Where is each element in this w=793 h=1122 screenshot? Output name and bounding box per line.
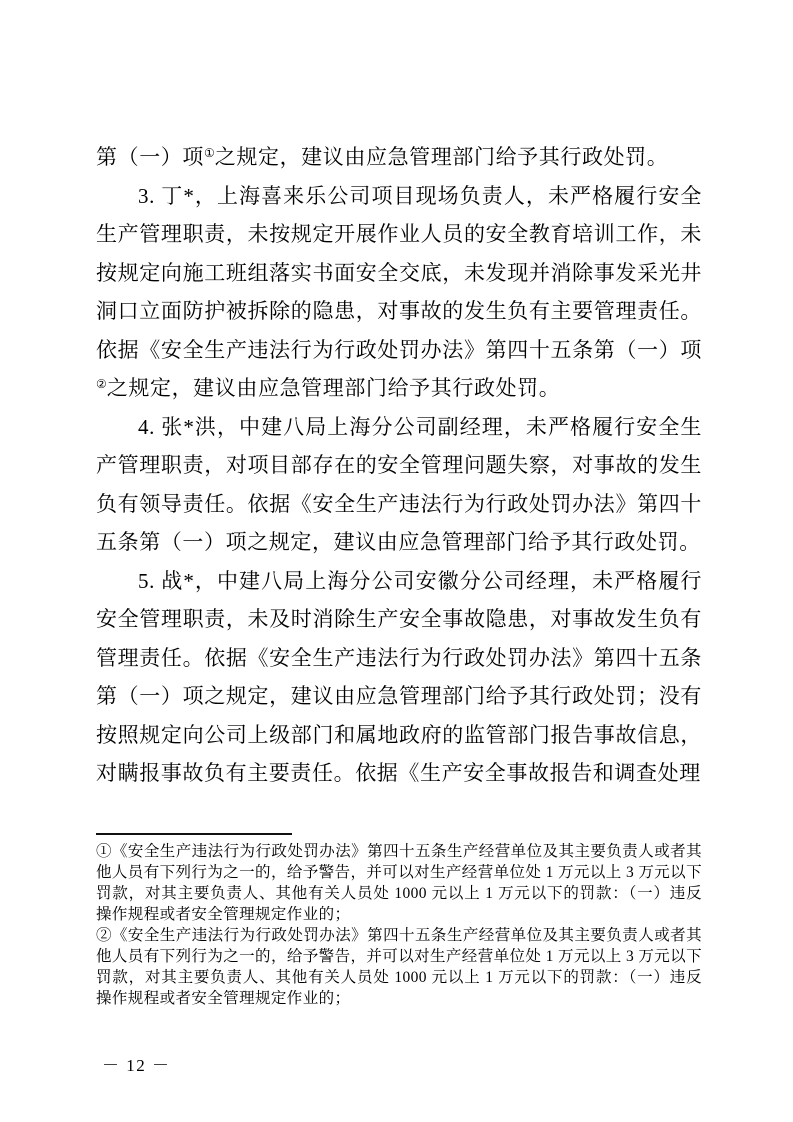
footnote-separator-line xyxy=(96,833,292,835)
paragraph-text: 之规定，建议由应急管理部门给予其行政处罚。 xyxy=(214,145,669,169)
footnote-marker: ② xyxy=(96,927,112,944)
document-body xyxy=(96,138,702,793)
footnotes-section xyxy=(96,833,702,1009)
footnote-marker: ① xyxy=(96,843,112,860)
footnote-2 xyxy=(96,925,702,1009)
paragraph-text: 4. 张*洪，中建八局上海分公司副经理，未严格履行安全生产管理职责，对项目部存在的安全管理问题失察，对事故的发生负有领导责任。依据《安全生产违法行为行政处罚办法》第四十五条第（一）项之规定，建议由应急管理部门给予其行政处罚。 xyxy=(96,414,702,554)
footnote-1 xyxy=(96,841,702,925)
paragraph-text: 第（一）项 xyxy=(96,145,204,169)
footnote-text: 《安全生产违法行为行政处罚办法》第四十五条生产经营单位及其主要负责人或者其他人员有下列行为之一的，给予警告，并可以对生产经营单位处 1 万元以上 3 万元以下罚款，对其主要负责人、其他有关人员处 1000 元以上 1 万元以下的罚款：（一）违反操作规程或者安全管理规定作业的； xyxy=(96,927,702,1007)
paragraph-text: 3. 丁*，上海喜来乐公司项目现场负责人，未严格履行安全生产管理职责，未按规定开展作业人员的安全教育培训工作，未按规定向施工班组落实书面安全交底，未发现并消除事发采光井洞口立面防护被拆除的隐患，对事故的发生负有主要管理责任。依据《安全生产违法行为行政处罚办法》第四十五条第（一）项 xyxy=(96,183,702,362)
footnote-reference-1: ① xyxy=(204,146,215,160)
paragraph-text: 之规定，建议由应急管理部门给予其行政处罚。 xyxy=(106,376,561,400)
body-paragraph-item-3 xyxy=(96,177,702,408)
paragraph-text: 5. 战*，中建八局上海分公司安徽分公司经理，未严格履行安全管理职责，未及时消除生产安全事故隐患，对事故发生负有管理责任。依据《安全生产违法行为行政处罚办法》第四十五条第（一）项之规定，建议由应急管理部门给予其行政处罚；没有按照规定向公司上级部门和属地政府的监管部门报告事故信息，对瞒报事故负有主要责任。依据《生产安全事故报告和调查处理 xyxy=(96,568,702,785)
page-number: － 12 － xyxy=(102,1056,171,1075)
body-paragraph-item-4 xyxy=(96,408,702,562)
footnote-reference-2: ② xyxy=(96,377,107,391)
body-paragraph-continuation xyxy=(96,138,702,177)
footnote-text: 《安全生产违法行为行政处罚办法》第四十五条生产经营单位及其主要负责人或者其他人员有下列行为之一的，给予警告，并可以对生产经营单位处 1 万元以上 3 万元以下罚款，对其主要负责人、其他有关人员处 1000 元以上 1 万元以下的罚款：（一）违反操作规程或者安全管理规定作业的； xyxy=(96,843,702,923)
body-paragraph-item-5 xyxy=(96,562,702,793)
